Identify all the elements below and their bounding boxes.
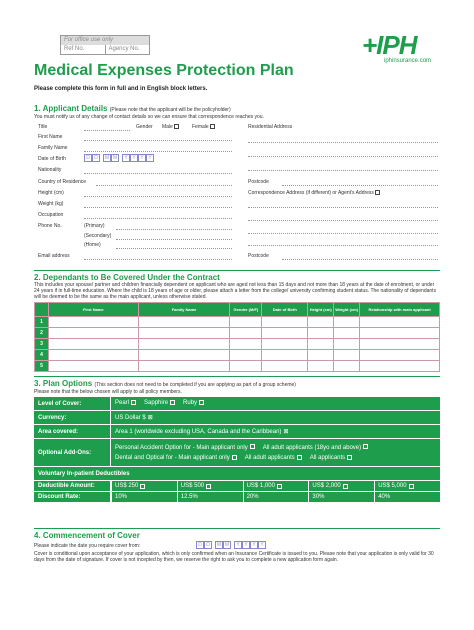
height-field[interactable] — [84, 196, 232, 197]
plan-option[interactable]: All applicants — [310, 455, 360, 461]
addon-personal-accident — [115, 444, 376, 450]
tier-checkbox[interactable] — [409, 484, 414, 489]
dependant-cell[interactable] — [230, 317, 262, 328]
dependant-cell[interactable] — [230, 328, 262, 339]
gender-label: Gender — [136, 124, 153, 130]
residential-address-line-1[interactable] — [248, 142, 438, 143]
section-plan-intro: Please note that the below chosen will apply to all policy members. — [34, 389, 182, 395]
dependants-column-header: First Name — [48, 303, 138, 317]
addons-label: Optional Add-Ons: — [34, 439, 110, 466]
country-field[interactable] — [96, 185, 232, 186]
tier-cell: 40% — [374, 492, 440, 502]
female-option[interactable]: Female — [192, 124, 215, 130]
dependant-cell[interactable] — [360, 361, 440, 372]
dependant-cell[interactable] — [262, 317, 308, 328]
dob-label: Date of Birth — [38, 156, 66, 162]
deductible-amount-label: Deductible Amount: — [34, 481, 110, 491]
dependant-cell[interactable] — [334, 328, 360, 339]
dependant-cell[interactable] — [334, 339, 360, 350]
addon-dental-optical — [115, 455, 360, 461]
digit-box[interactable]: D — [196, 541, 204, 549]
deductibles-label: Voluntary In-patient Deductibles — [34, 467, 440, 480]
dependant-cell[interactable] — [262, 339, 308, 350]
correspondence-label: Correspondence Address (if different) or Agent's Address — [248, 190, 380, 196]
addons-row — [34, 439, 440, 467]
plan-options-table — [34, 397, 440, 503]
page-subtitle: Please complete this form in full and in English block letters. — [34, 86, 208, 92]
dependant-cell[interactable] — [360, 339, 440, 350]
digit-box[interactable]: D — [84, 154, 92, 162]
tier-cell: 10% — [111, 492, 177, 502]
tier-cell[interactable]: US$ 500 — [177, 481, 243, 491]
female-checkbox[interactable] — [210, 124, 215, 129]
nationality-field[interactable] — [84, 173, 232, 174]
dependant-cell[interactable] — [230, 339, 262, 350]
dependant-cell[interactable] — [138, 339, 230, 350]
plan-option[interactable]: Sapphire — [144, 400, 183, 406]
dependant-cell[interactable] — [334, 361, 360, 372]
option-checkbox[interactable] — [347, 455, 352, 460]
first-name-label: First Name — [38, 134, 63, 140]
dependants-header-row — [35, 303, 440, 317]
area-row — [34, 425, 440, 439]
currency-row — [34, 411, 440, 425]
weight-field[interactable] — [84, 207, 232, 208]
tier-checkbox[interactable] — [277, 484, 282, 489]
occupation-label: Occupation — [38, 212, 64, 218]
digit-box[interactable]: Y — [234, 541, 242, 549]
plan-option[interactable]: All adult applicants — [245, 455, 310, 461]
phone-home-field[interactable] — [116, 248, 232, 249]
phone-primary-field[interactable] — [116, 229, 232, 230]
dependant-cell[interactable] — [262, 350, 308, 361]
digit-box[interactable]: Y — [122, 154, 130, 162]
dependant-cell[interactable] — [48, 328, 138, 339]
row-number: 4 — [35, 350, 49, 361]
country-label: Country of Residence — [38, 179, 87, 185]
postcode2-label: Postcode — [248, 253, 269, 259]
phone-home-label: (Home) — [84, 242, 101, 248]
row-number: 5 — [35, 361, 49, 372]
level-row — [34, 397, 440, 411]
tier-cell[interactable]: US$ 5,000 — [374, 481, 440, 491]
dependants-column-header: Relationship with main applicant — [360, 303, 440, 317]
dependants-column-header: Weight (cm) — [334, 303, 360, 317]
page-title: Medical Expenses Protection Plan — [34, 62, 294, 79]
dependant-cell[interactable] — [360, 328, 440, 339]
dependant-cell[interactable] — [138, 317, 230, 328]
phone-secondary-field[interactable] — [116, 239, 232, 240]
postcode2-field[interactable] — [282, 259, 438, 260]
postcode-field[interactable] — [282, 185, 438, 186]
dependant-cell[interactable] — [308, 317, 334, 328]
option-checkbox[interactable] — [232, 455, 237, 460]
dependants-column-header: Height (cm) — [308, 303, 334, 317]
title-field[interactable] — [84, 130, 130, 131]
family-name-field[interactable] — [84, 151, 232, 152]
weight-label: Weight (kg) — [38, 201, 64, 207]
ref-no-field: Ref No. — [61, 45, 106, 54]
digit-box[interactable]: D — [92, 154, 100, 162]
dependants-column-header: Date of Birth — [262, 303, 308, 317]
plan-option[interactable]: Personal Accident Option for - Main applicant only — [115, 445, 263, 451]
dependant-cell[interactable] — [48, 361, 138, 372]
dependant-cell[interactable] — [308, 328, 334, 339]
email-label: Email address — [38, 253, 70, 259]
level-options — [110, 397, 440, 410]
phone-label: Phone No. — [38, 223, 62, 229]
area-option[interactable]: Area 1 (worldwide excluding USA, Canada and the Caribbean) ⊠ — [110, 425, 440, 438]
male-option[interactable]: Male — [162, 124, 179, 130]
section-plan-heading: 3. Plan Options (This section does not need to be completed if you are applying as part of a group scheme) — [34, 379, 296, 388]
occupation-field[interactable] — [84, 218, 232, 219]
table-row — [35, 317, 440, 328]
section-divider — [34, 376, 440, 377]
dependants-table — [34, 302, 440, 372]
tier-cell[interactable]: US$ 250 — [111, 481, 177, 491]
dependant-cell[interactable] — [360, 350, 440, 361]
correspondence-line-2[interactable] — [248, 220, 438, 221]
option-checkbox[interactable] — [297, 455, 302, 460]
dependant-cell[interactable] — [334, 350, 360, 361]
dependant-cell[interactable] — [138, 328, 230, 339]
digit-box[interactable]: M — [216, 542, 222, 548]
commencement-prompt: Please indicate the date you require cover from: — [34, 543, 141, 549]
correspondence-line-4[interactable] — [248, 245, 438, 246]
tier-checkbox[interactable] — [206, 484, 211, 489]
dependant-cell[interactable] — [262, 361, 308, 372]
table-row — [35, 339, 440, 350]
residential-address-label: Residential Address — [248, 124, 293, 130]
deductibles-header-row — [34, 467, 440, 481]
tier-checkbox[interactable] — [343, 484, 348, 489]
tier-cell[interactable]: US$ 2,000 — [308, 481, 374, 491]
commencement-terms: Cover is conditional upon acceptance of your application, which is only confirmed when an Insurance Certificate is issued to you. Please note that your application is only valid for 30 days from the date of signature. If cover is not incepted by then, we reserve the right to ask you to complete a new application form again. — [34, 551, 434, 563]
digit-box[interactable]: Y — [138, 154, 146, 162]
level-label: Level of Cover: — [34, 397, 110, 410]
section-divider — [34, 528, 440, 529]
row-number: 2 — [35, 328, 49, 339]
tier-cell: 12.5% — [177, 492, 243, 502]
agency-no-field: Agency No. — [108, 46, 140, 52]
addons-options — [110, 439, 440, 466]
row-number: 3 — [35, 339, 49, 350]
deductible-amount-row — [34, 481, 440, 492]
currency-label: Currency: — [34, 411, 110, 424]
section-divider — [34, 270, 440, 271]
digit-box[interactable]: Y — [250, 541, 258, 549]
table-row — [35, 328, 440, 339]
digit-box[interactable]: M — [224, 542, 230, 548]
section-applicant-intro: You must notify us of any change of contact details so we can ensure that correspondence reaches you. — [34, 114, 264, 120]
title-label: Title — [38, 124, 48, 130]
dependant-cell[interactable] — [230, 361, 262, 372]
office-use-box — [60, 35, 150, 55]
first-name-field[interactable] — [84, 140, 232, 141]
dependant-cell[interactable] — [48, 339, 138, 350]
section-applicant-heading: 1. Applicant Details (Please note that the applicant will be the policyholder) — [34, 104, 231, 113]
option-checkbox[interactable] — [363, 444, 368, 449]
tier-cell[interactable]: US$ 1,000 — [243, 481, 309, 491]
dependant-cell[interactable] — [308, 339, 334, 350]
digit-box[interactable]: M — [104, 155, 110, 161]
nationality-label: Nationality — [38, 167, 62, 173]
dependant-cell[interactable] — [138, 350, 230, 361]
dependants-column-header: Family Name — [138, 303, 230, 317]
digit-box[interactable]: Y — [242, 541, 250, 549]
section-commencement-heading: 4. Commencement of Cover — [34, 531, 140, 540]
dependant-cell[interactable] — [48, 350, 138, 361]
dependant-cell[interactable] — [138, 361, 230, 372]
option-checkbox[interactable] — [131, 400, 136, 405]
row-number: 1 — [35, 317, 49, 328]
currency-option[interactable]: US Dollar $ ⊠ — [110, 411, 440, 424]
logo-mark: +IPH — [362, 30, 417, 60]
tier-checkbox[interactable] — [140, 484, 145, 489]
currency-checked-icon[interactable]: ⊠ — [147, 415, 153, 421]
area-checked-icon[interactable]: ⊠ — [283, 429, 289, 435]
male-checkbox[interactable] — [174, 124, 179, 129]
digit-box[interactable]: Y — [258, 541, 266, 549]
plan-option[interactable]: All adult applicants (18yo and above) — [263, 445, 376, 451]
email-field[interactable] — [84, 259, 232, 260]
digit-box[interactable]: Y — [146, 154, 154, 162]
option-checkbox[interactable] — [199, 400, 204, 405]
residential-address-line-2[interactable] — [248, 156, 438, 157]
correspondence-line-3[interactable] — [248, 233, 438, 234]
plan-option[interactable]: Ruby — [183, 400, 212, 406]
section-dependants-heading: 2. Dependants to Be Covered Under the Contract — [34, 273, 220, 282]
residential-address-line-3[interactable] — [248, 170, 438, 171]
row-number-header — [35, 303, 49, 317]
iph-logo — [362, 28, 446, 68]
postcode-label: Postcode — [248, 179, 269, 185]
height-label: Height (cm) — [38, 190, 64, 196]
dependant-cell[interactable] — [360, 317, 440, 328]
option-checkbox[interactable] — [250, 444, 255, 449]
plan-option[interactable]: Dental and Optical for - Main applicant only — [115, 455, 245, 461]
phone-secondary-label: (Secondary) — [84, 233, 112, 239]
section-dependants-intro: This includes your spouse/ partner and children financially dependent on applicant who are aged not less than 15 days and not more than 18 years at the date of enrolment, or under 24 years if in full-time education. Where the child is 18 years of age or older, please attach a letter from the college/ university confirming student status. The nationality of dependants will be deemed to be the same as the main applicant, unless otherwise stated. — [34, 282, 437, 300]
logo-url: iphinsurance.com — [384, 58, 432, 64]
dependant-cell[interactable] — [334, 317, 360, 328]
dependant-cell[interactable] — [262, 328, 308, 339]
digit-box[interactable]: Y — [130, 154, 138, 162]
dependant-cell[interactable] — [48, 317, 138, 328]
dependant-cell[interactable] — [230, 350, 262, 361]
tier-cell: 30% — [308, 492, 374, 502]
digit-box[interactable]: D — [204, 541, 212, 549]
deductible-amounts — [110, 481, 440, 491]
dependants-column-header: Gender (M/F) — [230, 303, 262, 317]
correspondence-line-1[interactable] — [248, 207, 438, 208]
discount-label: Discount Rate: — [34, 492, 110, 502]
option-checkbox[interactable] — [170, 400, 175, 405]
phone-primary-label: (Primary) — [84, 223, 105, 229]
table-row — [35, 350, 440, 361]
discount-rates — [110, 492, 440, 502]
family-name-label: Family Name — [38, 145, 68, 151]
correspondence-checkbox[interactable] — [375, 190, 380, 195]
office-use-header: For office use only — [61, 36, 149, 45]
discount-row — [34, 492, 440, 503]
tier-cell: 20% — [243, 492, 309, 502]
plan-option[interactable]: Pearl — [115, 400, 144, 406]
area-label: Area covered: — [34, 425, 110, 438]
digit-box[interactable]: M — [112, 155, 118, 161]
dependant-cell[interactable] — [308, 350, 334, 361]
table-row — [35, 361, 440, 372]
dependant-cell[interactable] — [308, 361, 334, 372]
